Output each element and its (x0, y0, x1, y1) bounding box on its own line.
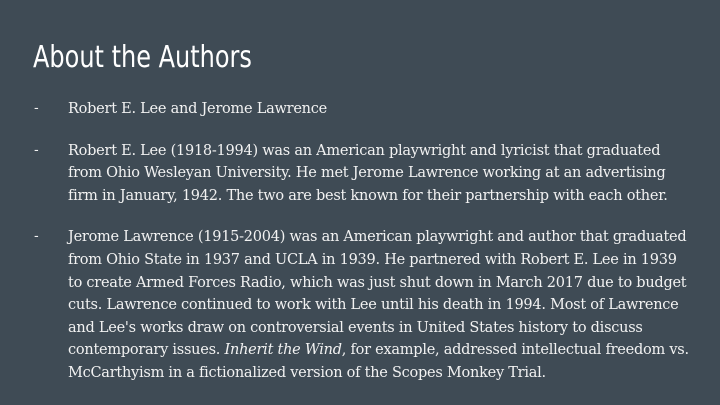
bullet-item (34, 98, 690, 121)
bullet-text-segment: Robert E. Lee and Jerome Lawrence (68, 101, 327, 117)
bullet-list (34, 98, 690, 404)
bullet-text (68, 226, 690, 384)
bullet-item (34, 226, 690, 384)
bullet-marker: - (34, 142, 39, 158)
slide-title: About the Authors (33, 40, 252, 75)
bullet-text (68, 140, 690, 208)
book-title: Inherit the Wind (224, 342, 342, 359)
bullet-marker: - (34, 229, 39, 245)
bullet-text-segment: Robert E. Lee (1918-1994) was an American playwright and lyricist that graduated from Ohio Wesleyan University. He met Jerome Lawrence working at an advertising firm in January, 1942. The two are best known for their partnership with each other. (68, 142, 668, 204)
bullet-item (34, 140, 690, 208)
bullet-text (68, 98, 690, 121)
bullet-text-segment: Jerome Lawrence (1915-2004) was an American playwright and author that graduated from Ohio State in 1937 and UCLA in 1939. He partnered with Robert E. Lee in 1939 to create Armed Forces Radio, which was just shut down in March 2017 due to budget cuts. Lawrence continued to work with Lee until his death in 1994. Most of Lawrence and Lee's works draw on controversial events in United States history to discuss contemporary issues. (68, 229, 687, 359)
bullet-marker: - (34, 101, 39, 116)
bullet-text-segment: , for example, addressed intellectual freedom vs. McCarthyism in a fictionalized version of the Scopes Monkey Trial. (68, 342, 689, 381)
